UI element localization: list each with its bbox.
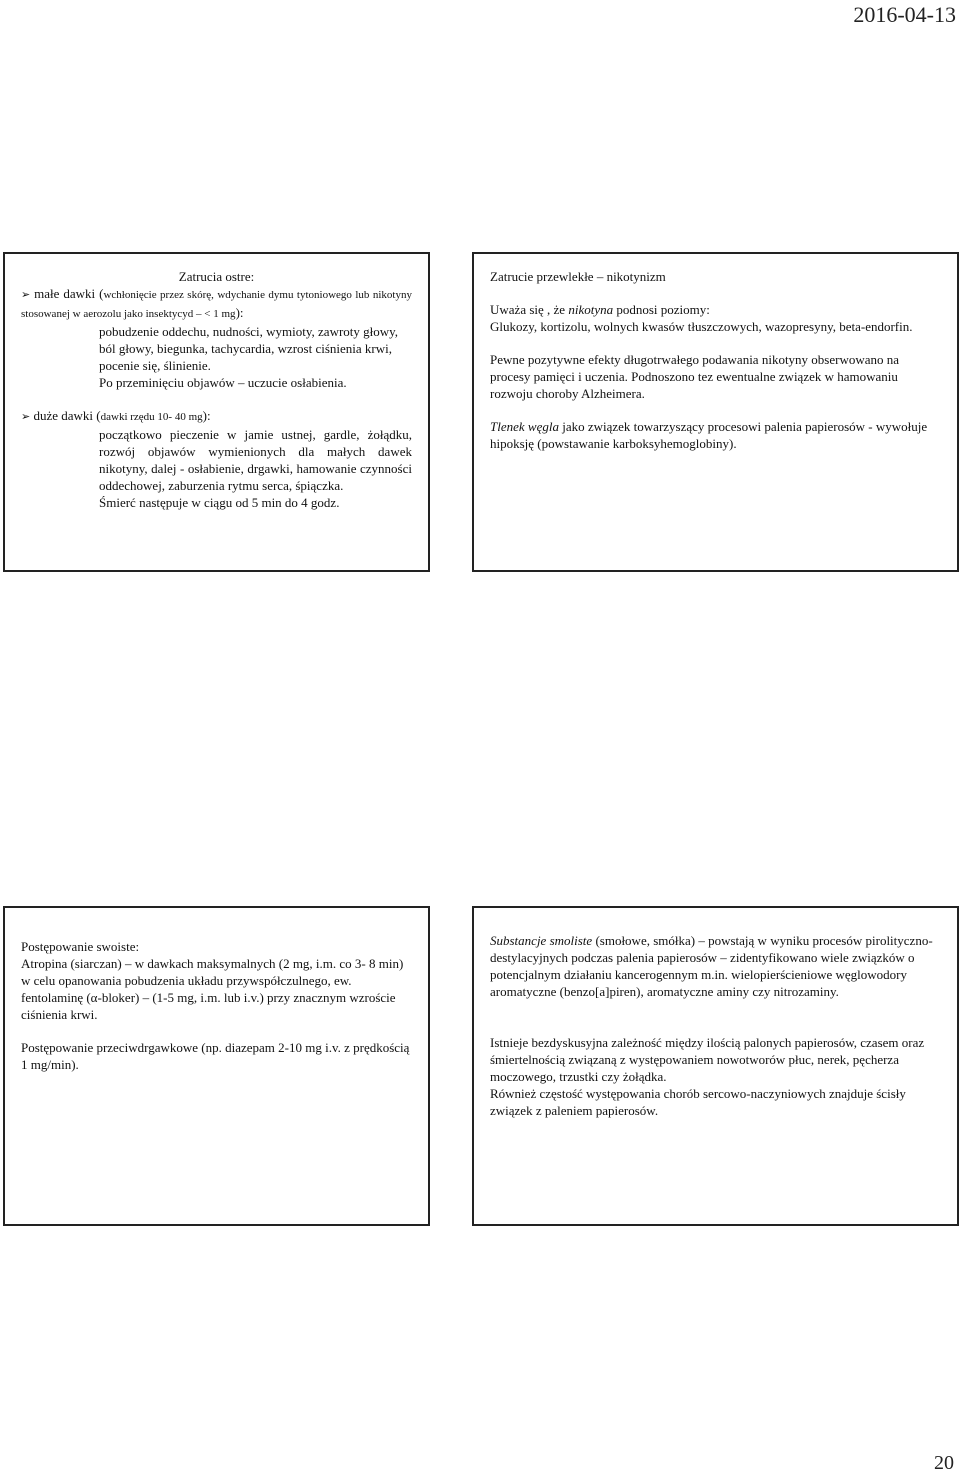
slide-title: Zatrucia ostre: <box>178 269 255 284</box>
small-dose-after: Po przeminięciu objawów – uczucie osłabienia. <box>99 375 347 390</box>
carbon-monoxide: Tlenek węgla jako związek towarzyszący procesowi palenia papierosów - wywołuje hipoksję (powstawanie karboksyhemoglobiny). <box>490 419 928 451</box>
small-dose-symptoms: pobudzenie oddechu, nudności, wymioty, zawroty głowy, ból głowy, biegunka, tachycardia, wzrost ciśnienia krwi, pocenie się, ślinienie. <box>99 324 399 373</box>
slide-acute-poisoning <box>3 252 430 572</box>
cancer-correlation: Istnieje bezdyskusyjna zależność między ilością palonych papierosów, czasem oraz śmiertelnością związaną z występowaniem nowotworów płuc, nerek, pęcherza moczowego, trzustki czy żołądka. <box>490 1035 925 1084</box>
slide-tar-substances <box>472 906 959 1226</box>
slide-title: Postępowanie swoiste: <box>21 939 140 954</box>
nicotine-levels: Uważa się , że nikotyna podnosi poziomy: <box>490 302 710 317</box>
print-date: 2016-04-13 <box>853 2 956 27</box>
large-dose-detail: dawki rzędu 10- 40 mg <box>100 411 203 423</box>
tar-substances: Substancje smoliste (smołowe, smółka) – powstają w wyniku procesów pirolityczno-destylacyjnych podczas palenia papierosów – zidentyfikowano wiele związków o potencjalnym działaniu kancerogennym m.in. wielopierścieniowe węglowodory aromatyczne (benzo[a]piren), aromatyczne aminy czy nitrozaminy. <box>490 933 933 999</box>
large-dose-heading: duże dawki <box>33 408 94 423</box>
atropine-treatment: Atropina (siarczan) – w dawkach maksymalnych (2 mg, i.m. co 3- 8 min) w celu opanowania pobudzenia układu przywspółczulnego, ew. fentolaminę (α-bloker) – (1-5 mg, i.m. lub i.v.) przy znacznym wzroście ciśnienia krwi. <box>21 956 404 1022</box>
cardiovascular-correlation: Również częstość występowania chorób sercowo-naczyniowych znajduje ścisły związek z paleniem papierosów. <box>490 1086 906 1118</box>
page-number: 20 <box>934 1452 954 1474</box>
large-dose-death: Śmierć następuje w ciągu od 5 min do 4 godz. <box>99 495 340 510</box>
slide-chronic-poisoning <box>472 252 959 572</box>
large-dose-symptoms: początkowo pieczenie w jamie ustnej, gardle, żołądku, rozwój objawów wymienionych dla małych dawek nikotyny, dalej - osłabienie, drgawki, hamowanie czynności oddechowej, zaburzenia rytmu serca, śpiączka. <box>99 427 412 493</box>
arrow-bullet-icon: ➢ <box>21 410 31 423</box>
nicotine-levels-list: Glukozy, kortizolu, wolnych kwasów tłuszczowych, wazopresyny, beta-endorfin. <box>490 319 913 334</box>
arrow-bullet-icon: ➢ <box>21 288 31 301</box>
small-dose-detail: wchłonięcie przez skórę, wdychanie dymu tytoniowego lub nikotyny stosowanej w aerozolu jako insektycyd – < 1 mg <box>21 289 412 320</box>
small-dose-item: ➢ małe dawki (wchłonięcie przez skórę, wdychanie dymu tytoniowego lub nikotyny stosowanej w aerozolu jako insektycyd – < 1 mg): <box>21 286 412 320</box>
large-dose-item: ➢ duże dawki (dawki rzędu 10- 40 mg): <box>21 408 211 423</box>
anticonvulsant-treatment: Postępowanie przeciwdrgawkowe (np. diazepam 2-10 mg i.v. z prędkością 1 mg/min). <box>21 1040 410 1072</box>
slide-treatment <box>3 906 430 1226</box>
positive-effects: Pewne pozytywne efekty długotrwałego podawania nikotyny obserwowano na procesy pamięci i uczenia. Podnoszono tez ewentualne związek w hamowaniu rozwoju choroby Alzheimera. <box>490 352 900 401</box>
slide-title: Zatrucie przewlekłe – nikotynizm <box>490 269 666 284</box>
small-dose-heading: małe dawki <box>34 286 96 301</box>
